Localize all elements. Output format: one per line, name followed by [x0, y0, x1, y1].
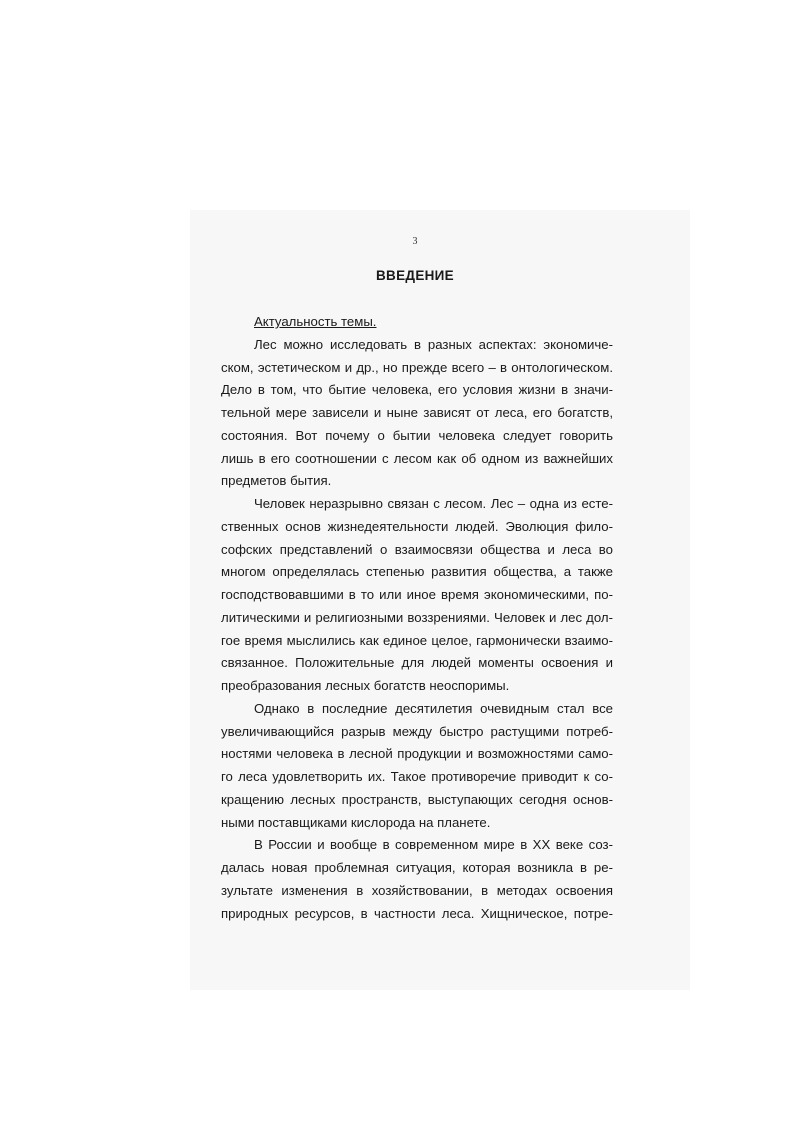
subheading-line [221, 311, 613, 334]
page-title: ВВЕДЕНИЕ [376, 268, 454, 283]
text-line: В России и вообще в современном мире в XX веке соз- [254, 837, 613, 853]
paragraph-4 [221, 834, 613, 925]
paragraph-3 [221, 698, 613, 835]
text-line: тельной мере зависели и ныне зависят от леса, его богатств, [221, 405, 613, 420]
text-line: господствовавшими в то или иное время экономическими, по- [221, 587, 613, 602]
paragraph-2 [221, 493, 613, 698]
text-line: связанное. Положительные для людей моменты освоения и [221, 655, 613, 671]
text-line: состояния. Вот почему о бытии человека следует говорить [221, 427, 613, 443]
text-line: го леса удовлетворить их. Такое противоречие приводит к со- [221, 769, 613, 784]
text-line: гое время мыслились как единое целое, гармонически взаимо- [221, 632, 613, 648]
text-line: Человек неразрывно связан с лесом. Лес – одна из есте- [254, 496, 613, 511]
text-line: Однако в последние десятилетия очевидным стал все [254, 700, 613, 716]
text-line: далась новая проблемная ситуация, которая возникла в ре- [221, 860, 613, 875]
text-line: многом определялась степенью развития общества, а также [221, 564, 613, 580]
text-line: лишь в его соотношении с лесом как об одном из важнейших [221, 450, 613, 466]
text-line: ственных основ жизнедеятельности людей. Эволюция фило- [221, 518, 613, 534]
text-line: ными поставщиками кислорода на планете. [221, 814, 491, 830]
text-line: природных ресурсов, в частности леса. Хищническое, потре- [221, 905, 613, 921]
text-line: ском, эстетическом и др., но прежде всего – в онтологическом. [221, 359, 613, 375]
text-line: литическими и религиозными воззрениями. Человек и лес дол- [221, 609, 613, 625]
section-subheading: Актуальность темы. [254, 314, 377, 329]
paragraph-1 [221, 334, 613, 493]
body-text [221, 311, 613, 925]
text-line: кращению лесных пространств, выступающих сегодня основ- [221, 791, 613, 807]
text-line: ностями человека в лесной продукции и возможностями само- [221, 746, 613, 762]
page-number: 3 [412, 236, 418, 247]
text-line: Лес можно исследовать в разных аспектах: экономиче- [254, 336, 613, 352]
text-line: преобразования лесных богатств неоспоримы. [221, 678, 510, 693]
text-line: софских представлений о взаимосвязи общества и леса во [221, 541, 613, 557]
text-line: увеличивающийся разрыв между быстро растущими потреб- [221, 723, 613, 739]
text-line: предметов бытия. [221, 473, 332, 489]
text-line: зультате изменения в хозяйствовании, в методах освоения [221, 882, 613, 898]
text-line: Дело в том, что бытие человека, его условия жизни в значи- [221, 382, 613, 398]
